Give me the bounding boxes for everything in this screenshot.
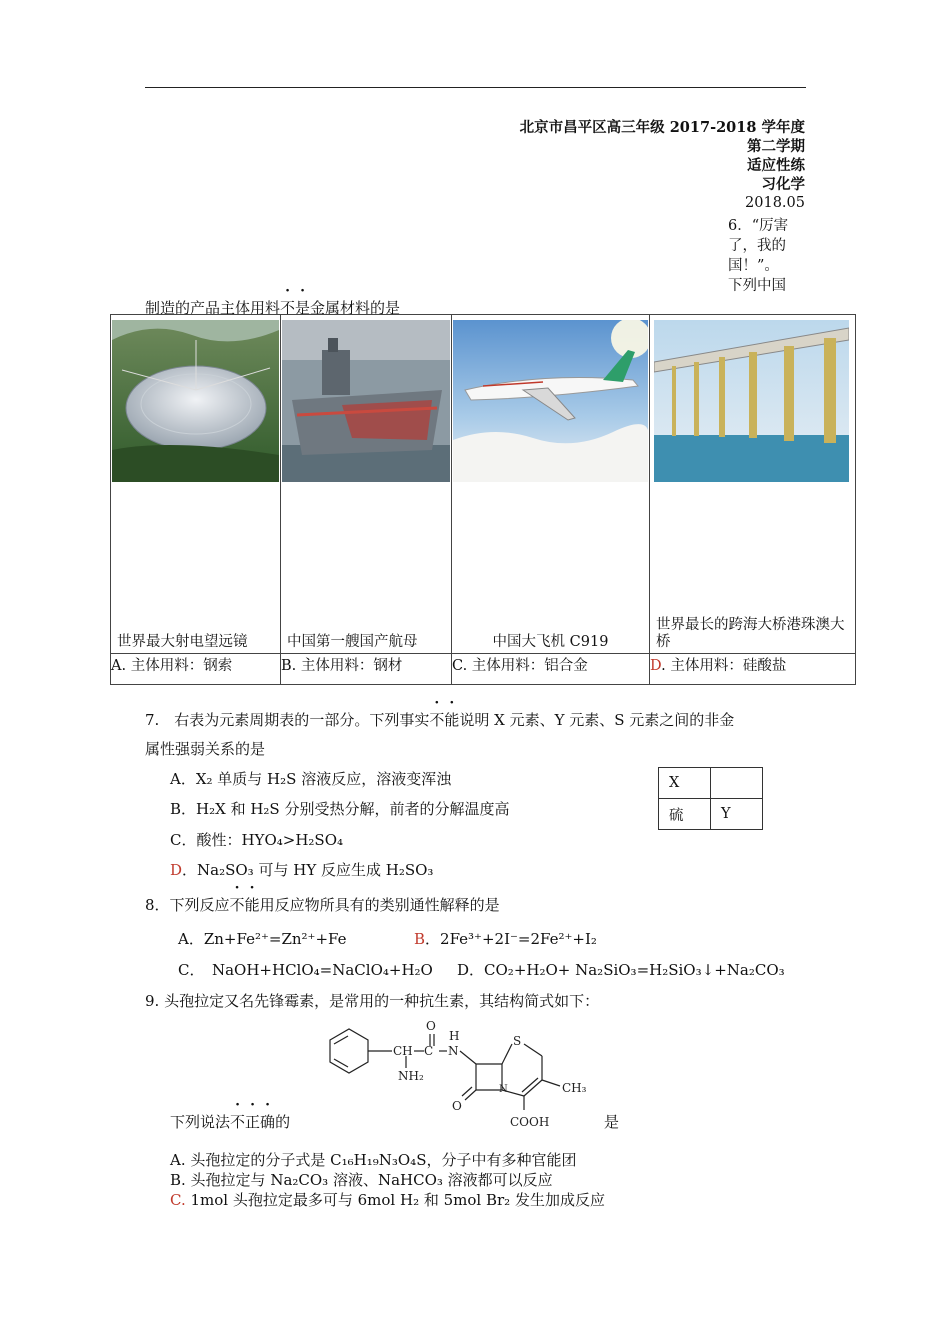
q6-stem: 制造的产品主体用料不是金属材料的是 — [145, 299, 401, 317]
option-b-material: B. 主体用料：钢材 — [281, 654, 452, 685]
option-d-caption: 世界最长的跨海大桥港珠澳大桥 — [656, 617, 845, 650]
bridge-photo — [654, 320, 849, 482]
q8-option-d: D．CO₂+H₂O+ Na₂SiO₃=H₂SiO₃↓+Na₂CO₃ — [457, 961, 785, 979]
q9-ask: 下列说法不正确的 — [170, 1113, 291, 1131]
header-rule — [145, 87, 806, 88]
q9-option-a: A. 头孢拉定的分子式是 C₁₆H₁₉N₃O₄S，分子中有多种官能团 — [170, 1151, 577, 1169]
svg-text:S: S — [513, 1034, 522, 1048]
svg-text:O: O — [426, 1019, 436, 1033]
option-b-caption: 中国第一艘国产航母 — [287, 634, 418, 650]
cell-sulfur: 硫 — [659, 799, 711, 830]
q9-stem: 9. 头孢拉定又名先锋霉素，是常用的一种抗生素，其结构简式如下： — [145, 992, 600, 1010]
svg-text:N: N — [499, 1084, 508, 1095]
svg-text:CH: CH — [393, 1044, 413, 1058]
q8-option-c: C． NaOH+HClO₄=NaClO₄+H₂O — [178, 961, 433, 979]
periodic-table-fragment — [658, 767, 763, 830]
svg-text:N: N — [448, 1044, 459, 1058]
option-a-material: A. 主体用料：钢索 — [111, 654, 281, 685]
q7-option-a: A．X₂ 单质与 H₂S 溶液反应，溶液变浑浊 — [170, 770, 452, 788]
exam-date: 2018.05 — [745, 195, 805, 211]
q9-ask-end: 是 — [604, 1113, 620, 1131]
option-c-material: C. 主体用料：铝合金 — [452, 654, 650, 685]
option-a-cell — [111, 315, 281, 654]
q6-intro: 6．“厉害 了，我的 国！”。 下列中国 — [728, 218, 789, 294]
option-d-material: D. 主体用料：硅酸盐 — [650, 654, 856, 685]
airplane-photo — [453, 320, 648, 482]
exam-title: 北京市昌平区高三年级 2017-2018 学年度 第二学期 适应性练 习化学 2018.05 — [519, 119, 805, 211]
svg-text:CH₃: CH₃ — [562, 1081, 587, 1095]
option-d-cell — [650, 315, 856, 654]
option-b-cell — [281, 315, 452, 654]
q7-stem-line1: 7. 右表为元素周期表的一部分。下列事实不能说明 X 元素、Y 元素、S 元素之间的非金 — [145, 711, 735, 729]
telescope-photo — [112, 320, 279, 482]
q7-option-b: B．H₂X 和 H₂S 分别受热分解，前者的分解温度高 — [170, 800, 510, 818]
option-c-cell — [452, 315, 650, 654]
q8-option-b: B．2Fe³⁺+2I⁻=2Fe²⁺+I₂ — [414, 930, 597, 948]
option-c-caption: 中国大飞机 C919 — [492, 634, 609, 650]
aircraft-carrier-photo — [282, 320, 450, 482]
q7-option-d: D．Na₂SO₃ 可与 HY 反应生成 H₂SO₃ — [170, 861, 434, 879]
cell-y: Y — [711, 799, 763, 830]
svg-text:H: H — [449, 1029, 460, 1043]
q9-option-b: B. 头孢拉定与 Na₂CO₃ 溶液、NaHCO₃ 溶液都可以反应 — [170, 1171, 553, 1189]
svg-text:NH₂: NH₂ — [398, 1069, 424, 1083]
svg-text:C: C — [424, 1044, 434, 1058]
cephradine-structure — [320, 1014, 600, 1134]
q7-option-c: C．酸性：HYO₄>H₂SO₄ — [170, 831, 344, 849]
q6-options-table — [110, 314, 856, 685]
q9-option-c: C. 1mol 头孢拉定最多可与 6mol H₂ 和 5mol Br₂ 发生加成反应 — [170, 1191, 605, 1209]
option-a-caption: 世界最大射电望远镜 — [117, 634, 248, 650]
svg-text:O: O — [452, 1099, 462, 1113]
q8-stem: 8．下列反应不能用反应物所具有的类别通性解释的是 — [145, 896, 500, 914]
cell-x: X — [659, 768, 711, 799]
cell-empty — [711, 768, 763, 799]
svg-text:COOH: COOH — [510, 1115, 550, 1129]
q7-stem-line2: 属性强弱关系的是 — [145, 740, 266, 758]
q8-option-a: A．Zn+Fe²⁺=Zn²⁺+Fe — [178, 930, 347, 948]
